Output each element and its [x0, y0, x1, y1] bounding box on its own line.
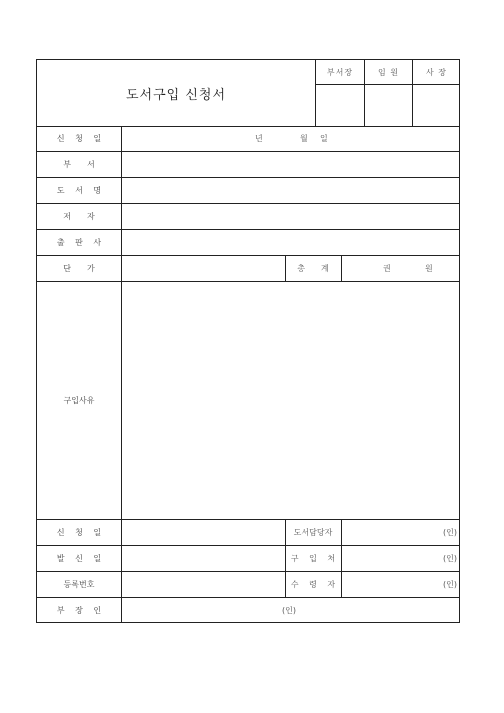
row-label: 저 자: [37, 204, 122, 229]
unit-won: 원: [425, 264, 433, 273]
row-label: 부 장 인: [37, 598, 122, 622]
row-label: 등록번호: [37, 572, 122, 597]
approval-label: 사 장: [413, 60, 460, 85]
row-dept-head-seal: [37, 598, 459, 622]
row-label: 출 판 사: [37, 230, 122, 255]
row-price: [37, 256, 459, 282]
year-label: 년: [255, 134, 263, 143]
row-apply-date: [37, 126, 459, 152]
row-label: 단 가: [37, 256, 122, 281]
approval-box: [315, 60, 460, 126]
row-label: 발 신 일: [37, 546, 122, 571]
unit-volume: 권: [383, 264, 391, 273]
row-reason: [37, 282, 459, 520]
approval-label: 부서장: [316, 60, 364, 85]
row-author: [37, 204, 459, 230]
month-label: 월: [300, 134, 308, 143]
receiver-label: 수 령 자: [290, 580, 340, 589]
approval-dept-head: [316, 60, 364, 126]
seal-mark: (인): [443, 554, 457, 563]
seal-mark: (인): [443, 528, 457, 537]
purchase-request-form: [36, 59, 460, 623]
vendor-label: 구 입 처: [290, 554, 340, 563]
seal-mark: (인): [443, 580, 457, 589]
approval-president: [412, 60, 460, 126]
form-header: [37, 60, 459, 127]
row-label: 구입사유: [37, 282, 122, 519]
approval-executive: [364, 60, 412, 126]
row-label: 신 청 일: [37, 520, 122, 545]
row-send-date: [37, 546, 459, 572]
row-label: 부 서: [37, 152, 122, 177]
row-label: 도 서 명: [37, 178, 122, 203]
seal-mark: (인): [282, 605, 296, 615]
form-title: 도서구입 신청서: [125, 87, 227, 103]
row-dept: [37, 152, 459, 178]
row-apply-date-2: [37, 520, 459, 546]
day-label: 일: [320, 134, 328, 143]
total-label: 총 계: [297, 264, 329, 273]
book-manager-label: 도서담당자: [293, 528, 333, 537]
row-reg-no: [37, 572, 459, 598]
row-publisher: [37, 230, 459, 256]
row-label: 신 청 일: [37, 126, 122, 151]
row-book-name: [37, 178, 459, 204]
approval-label: 임 원: [365, 60, 412, 85]
